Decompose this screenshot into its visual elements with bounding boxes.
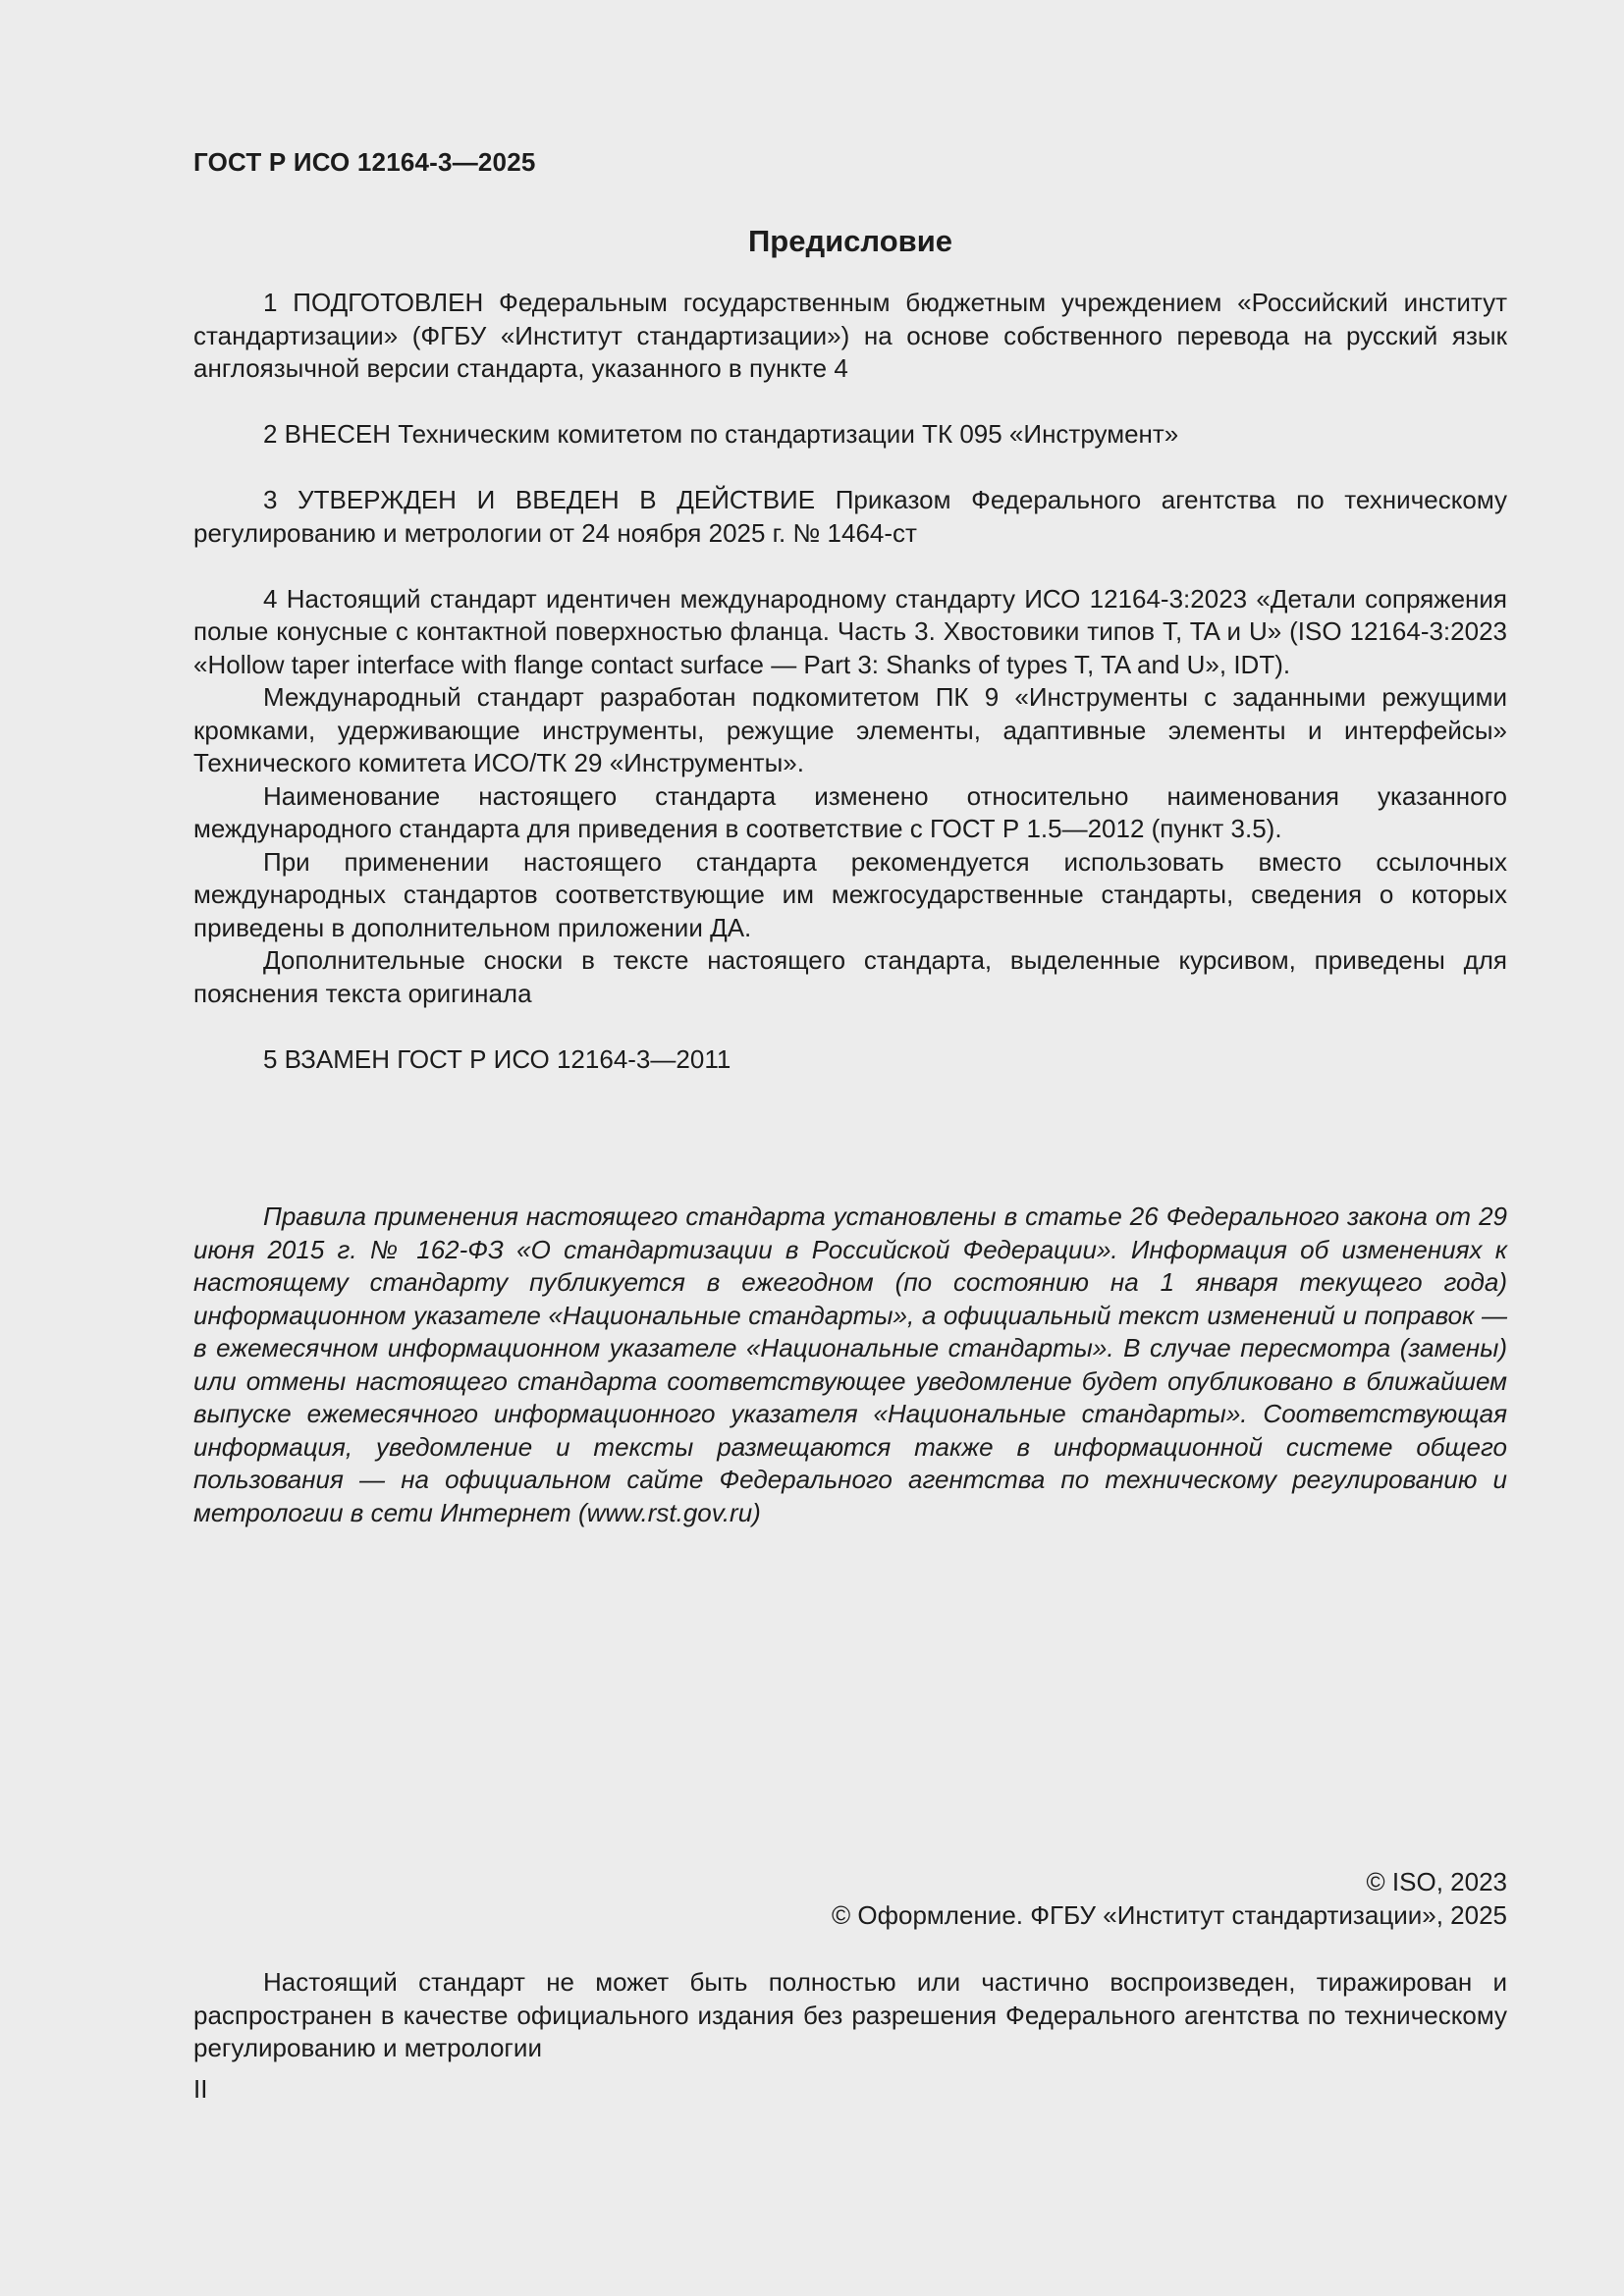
copyright-design: © Оформление. ФГБУ «Институт стандартизации», 2025 [832, 1899, 1507, 1930]
foreword-item-2: 2 ВНЕСЕН Техническим комитетом по стандартизации ТК 095 «Инструмент» [263, 419, 1179, 449]
foreword-item-4-name-change: Наименование настоящего стандарта изменено относительно наименования указанного международного стандарта для приведения в соответствие с ГОСТ Р 1.5—2012 (пункт 3.5). [193, 780, 1507, 843]
reproduction-notice [193, 1966, 1507, 2065]
application-rules-note [193, 1201, 1507, 1529]
page-title: Предисловие [747, 224, 952, 258]
copyright-iso: © ISO, 2023 [1366, 1867, 1507, 1896]
foreword-item-4-references: При применении настоящего стандарта рекомендуется использовать вместо ссылочных международных стандартов соответствующие им межгосударственные стандарты, сведения о которых приведены в дополнительном приложении ДА. [193, 846, 1507, 942]
document-code-header: ГОСТ Р ИСО 12164-3—2025 [193, 147, 536, 177]
foreword-body [193, 287, 1507, 1076]
copyright-block [832, 1866, 1507, 1932]
reproduction-notice-text: Настоящий стандарт не может быть полностью или частично воспроизведен, тиражирован и распространен в качестве официального издания без разрешения Федерального агентства по техническому регулированию и метрологии [193, 1967, 1507, 2062]
document-page [193, 0, 1507, 2296]
page-number: II [193, 2074, 208, 2104]
foreword-item-4-subcommittee: Международный стандарт разработан подкомитетом ПК 9 «Инструменты с заданными режущими кромками, удерживающие инструменты, режущие элементы, адаптивные элементы и интерфейсы» Технического комитета ИСО/ТК 29 «Инструменты». [193, 682, 1507, 777]
foreword-item-4-footnotes: Дополнительные сноски в тексте настоящего стандарта, выделенные курсивом, приведены для пояснения текста оригинала [193, 945, 1507, 1008]
application-rules-text: Правила применения настоящего стандарта установлены в статье 26 Федерального закона от 29 июня 2015 г. № 162-ФЗ «О стандартизации в Российской Федерации». Информация об изменениях к настоящему стандарту публикуется в ежегодном (по состоянию на 1 января текущего года) информационном указателе «Национальные стандарты», а официальный текст изменений и поправок — в ежемесячном информационном указателе «Национальные стандарты». В случае пересмотра (замены) или отмены настоящего стандарта соответствующее уведомление будет опубликовано в ближайшем выпуске ежемесячного информационного указателя «Национальные стандарты». Соответствующая информация, уведомление и тексты размещаются также в информационной системе общего пользования — на официальном сайте Федерального агентства по техническому регулированию и метрологии в сети Интернет (www.rst.gov.ru) [193, 1201, 1507, 1527]
foreword-item-3: 3 УТВЕРЖДЕН И ВВЕДЕН В ДЕЙСТВИЕ Приказом Федерального агентства по техническому регулированию и метрологии от 24 ноября 2025 г. № 1464-ст [193, 485, 1507, 548]
foreword-item-4: 4 Настоящий стандарт идентичен международному стандарту ИСО 12164-3:2023 «Детали сопряжения полые конусные с контактной поверхностью фланца. Часть 3. Хвостовики типов T, TA и U» (ISO 12164-3:2023 «Hollow taper interface with flange contact surface — Part 3: Shanks of types T, TA and U», IDT). [193, 583, 1507, 679]
foreword-item-1: 1 ПОДГОТОВЛЕН Федеральным государственным бюджетным учреждением «Российский институт стандартизации» (ФГБУ «Институт стандартизации») на основе собственного перевода на русский язык англоязычной версии стандарта, указанного в пункте 4 [193, 288, 1507, 383]
foreword-item-5: 5 ВЗАМЕН ГОСТ Р ИСО 12164-3—2011 [263, 1043, 731, 1074]
